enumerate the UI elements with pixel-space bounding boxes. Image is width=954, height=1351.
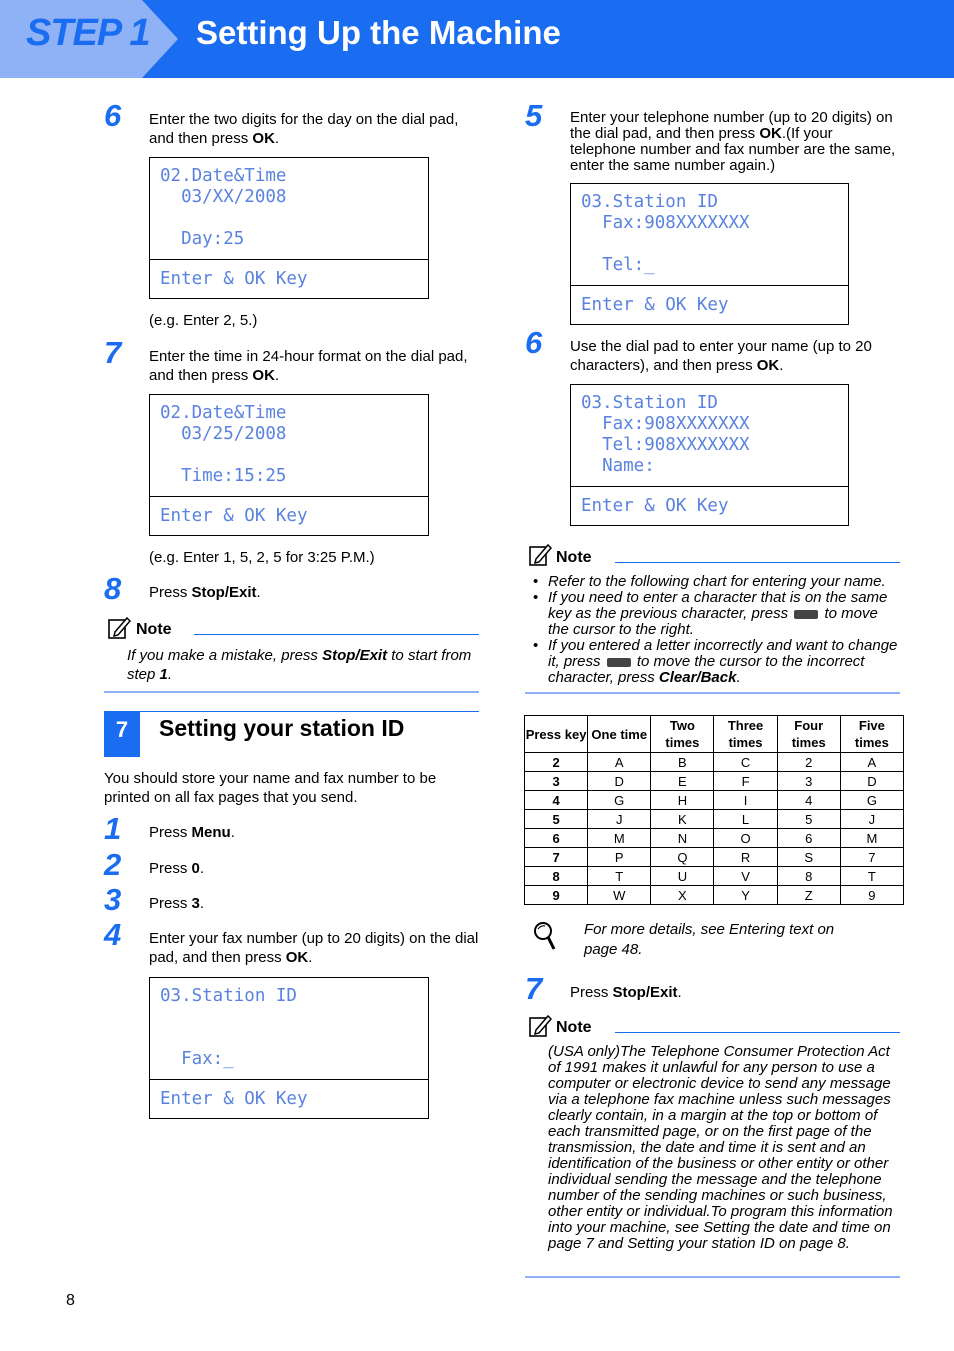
table-cell: E <box>651 772 714 791</box>
table-cell: C <box>714 753 777 772</box>
table-cell: D <box>840 772 903 791</box>
table-cell: Q <box>651 848 714 867</box>
note-pencil-icon <box>107 616 131 640</box>
table-cell: T <box>840 867 903 886</box>
note-end-rule <box>525 692 900 694</box>
note-bullet: If you entered a letter incorrectly and want to change it, press to move the cursor to the incorrect character, press Clear/Back. <box>548 637 898 686</box>
lcd-display <box>149 394 429 536</box>
lcd-lines: 02.Date&Time 03/25/2008 Time:15:25 <box>160 403 287 486</box>
table-cell: Z <box>777 886 840 905</box>
header-title: Setting Up the Machine <box>196 14 561 51</box>
table-header-row <box>525 716 904 753</box>
table-cell: J <box>840 810 903 829</box>
lcd-footer: Enter & OK Key <box>150 259 428 298</box>
lcd-footer: Enter & OK Key <box>150 1079 428 1118</box>
table-cell: G <box>588 791 651 810</box>
table-cell: G <box>840 791 903 810</box>
note-text: If you make a mistake, press Stop/Exit to start from step 1. <box>127 647 472 683</box>
note-heading: Note <box>556 1019 592 1036</box>
step-text: Press Menu. <box>149 824 235 841</box>
table-cell: 4 <box>777 791 840 810</box>
bullet-marker: • <box>533 573 539 590</box>
table-header: Four times <box>777 716 840 753</box>
step-number: 8 <box>104 571 122 606</box>
section-intro: You should store your name and fax number to be printed on all fax pages that you send. <box>104 770 437 806</box>
step-text: Use the dial pad to enter your name (up to 20 characters), and then press OK. <box>570 338 872 374</box>
lcd-display <box>570 384 849 526</box>
table-row <box>525 753 904 772</box>
example-text: (e.g. Enter 2, 5.) <box>149 312 258 329</box>
section-number: 7 <box>104 711 140 757</box>
table-cell: K <box>651 810 714 829</box>
table-cell: F <box>714 772 777 791</box>
lcd-lines: 02.Date&Time 03/XX/2008 Day:25 <box>160 166 287 249</box>
table-cell: Y <box>714 886 777 905</box>
table-row <box>525 848 904 867</box>
table-cell: X <box>651 886 714 905</box>
step-number: 3 <box>104 882 122 917</box>
lcd-display <box>149 157 429 299</box>
table-cell: R <box>714 848 777 867</box>
note-end-rule <box>525 1276 900 1278</box>
table-cell: U <box>651 867 714 886</box>
step-number: 7 <box>525 971 543 1006</box>
step-text: Press Stop/Exit. <box>149 584 261 601</box>
table-cell: 6 <box>525 829 588 848</box>
lcd-footer: Enter & OK Key <box>571 486 848 525</box>
step-text: Press 0. <box>149 860 205 877</box>
step-text: Enter the time in 24-hour format on the dial pad, and then press OK. <box>149 348 468 384</box>
note-pencil-icon <box>528 543 552 567</box>
note-heading: Note <box>556 549 592 566</box>
lcd-lines: 03.Station ID Fax:908XXXXXXX Tel:908XXXXXXX Name: <box>581 393 750 476</box>
table-cell: A <box>588 753 651 772</box>
note-text: (USA only)The Telephone Consumer Protection Act of 1991 makes it unlawful for any person to use a computer or electronic device to send any message via a telephone fax machine unless such messages clearly contain, in a margin at the top or bottom of each transmitted page, or on the first page of the transmission, the date and time it is sent and an identification of the business or other entity or other individual sending the message and the telephone number of the sending machines or such business, other entity or individual.To program this information into your machine, see Setting the date and time on page 7 and Setting your station ID on page 8. <box>548 1043 893 1252</box>
table-cell: 8 <box>777 867 840 886</box>
step-number: 5 <box>525 98 543 133</box>
character-table <box>524 715 904 905</box>
note-bullet: If you need to enter a character that is on the same key as the previous character, press to move the cursor to the right. <box>548 589 888 638</box>
lcd-lines: 03.Station ID Fax:_ <box>160 986 297 1069</box>
table-header: One time <box>588 716 651 753</box>
step-number: 6 <box>104 98 122 133</box>
step-text: Press Stop/Exit. <box>570 984 682 1001</box>
bullet-marker: • <box>533 589 539 606</box>
step-text: Enter your telephone number (up to 20 digits) on the dial pad, and then press OK.(If your telephone number and fax number are the same, enter the same number again.) <box>570 109 896 174</box>
table-cell: N <box>651 829 714 848</box>
section-rule <box>104 711 479 712</box>
table-cell: 2 <box>525 753 588 772</box>
step-number: 4 <box>104 917 122 952</box>
step-text: Enter your fax number (up to 20 digits) on the dial pad, and then press OK. <box>149 930 479 966</box>
table-cell: W <box>588 886 651 905</box>
table-row <box>525 886 904 905</box>
table-header: Press key <box>525 716 588 753</box>
step-label: STEP 1 <box>26 12 150 54</box>
right-arrow-key-icon <box>794 610 818 619</box>
step-text: Press 3. <box>149 895 205 912</box>
table-cell: T <box>588 867 651 886</box>
table-header: Two times <box>651 716 714 753</box>
table-row <box>525 867 904 886</box>
left-arrow-key-icon <box>607 658 631 667</box>
step-number: 2 <box>104 847 122 882</box>
table-cell: 5 <box>525 810 588 829</box>
table-cell: 9 <box>840 886 903 905</box>
step-text: Enter the two digits for the day on the dial pad, and then press OK. <box>149 111 459 147</box>
note-bullet: Refer to the following chart for entering your name. <box>548 573 886 590</box>
table-cell: 6 <box>777 829 840 848</box>
table-cell: 8 <box>525 867 588 886</box>
magnifier-icon <box>532 920 558 952</box>
table-row <box>525 810 904 829</box>
lcd-lines: 03.Station ID Fax:908XXXXXXX Tel:_ <box>581 192 750 275</box>
table-cell: M <box>588 829 651 848</box>
table-cell: 5 <box>777 810 840 829</box>
lcd-display <box>570 183 849 325</box>
table-cell: 9 <box>525 886 588 905</box>
lcd-display <box>149 977 429 1119</box>
table-cell: 7 <box>525 848 588 867</box>
table-cell: I <box>714 791 777 810</box>
note-rule <box>615 1032 900 1033</box>
table-cell: J <box>588 810 651 829</box>
lcd-footer: Enter & OK Key <box>150 496 428 535</box>
table-cell: S <box>777 848 840 867</box>
table-cell: M <box>840 829 903 848</box>
table-cell: 3 <box>777 772 840 791</box>
step-number: 1 <box>104 811 122 846</box>
section-title: Setting your station ID <box>159 715 405 741</box>
table-cell: P <box>588 848 651 867</box>
table-cell: D <box>588 772 651 791</box>
table-row <box>525 772 904 791</box>
step-number: 6 <box>525 325 543 360</box>
table-cell: 3 <box>525 772 588 791</box>
example-text: (e.g. Enter 1, 5, 2, 5 for 3:25 P.M.) <box>149 549 375 566</box>
lcd-footer: Enter & OK Key <box>571 285 848 324</box>
table-header: Three times <box>714 716 777 753</box>
table-cell: A <box>840 753 903 772</box>
note-end-rule <box>104 691 479 693</box>
table-header: Five times <box>840 716 903 753</box>
table-cell: O <box>714 829 777 848</box>
note-heading: Note <box>136 621 172 638</box>
table-cell: H <box>651 791 714 810</box>
table-cell: 7 <box>840 848 903 867</box>
bullet-marker: • <box>533 637 539 654</box>
table-cell: V <box>714 867 777 886</box>
table-cell: B <box>651 753 714 772</box>
note-rule <box>194 634 479 635</box>
page-number: 8 <box>66 1292 75 1309</box>
table-cell: 4 <box>525 791 588 810</box>
table-cell: L <box>714 810 777 829</box>
table-row <box>525 829 904 848</box>
details-text: For more details, see Entering text on page 48. <box>584 921 835 958</box>
step-number: 7 <box>104 335 122 370</box>
note-pencil-icon <box>528 1014 552 1038</box>
table-row <box>525 791 904 810</box>
note-rule <box>615 562 900 563</box>
table-cell: 2 <box>777 753 840 772</box>
